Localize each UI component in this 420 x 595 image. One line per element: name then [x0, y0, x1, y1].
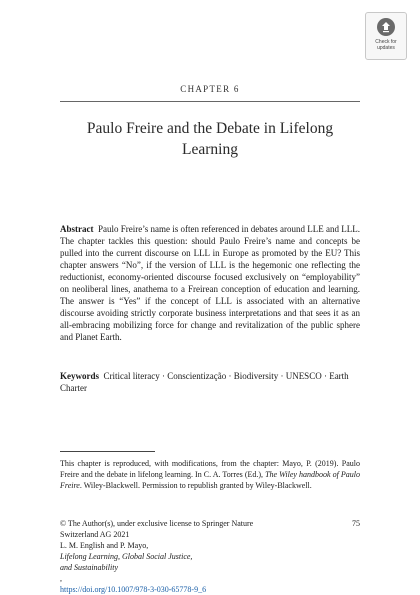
chapter-title-line1: Paulo Freire and the Debate in Lifelong — [86, 120, 334, 137]
citation-book-title-2: and Sustainability — [60, 563, 118, 572]
copyright-block — [60, 518, 330, 595]
abstract — [60, 223, 360, 343]
copyright-line2: Switzerland AG 2021 — [60, 530, 130, 539]
footnote-divider — [60, 451, 155, 452]
badge-line2: updates — [377, 45, 395, 51]
badge-line1: Check for — [375, 39, 397, 45]
citation-line2 — [60, 562, 330, 595]
citation-book-title-1: Lifelong Learning, Global Social Justice, — [60, 552, 193, 561]
keywords-text: Critical literacy · Conscientização · Biodiversity · UNESCO · Earth Charter — [60, 371, 349, 393]
abstract-text: Paulo Freire’s name is often referenced in debates around LLE and LLL. The chapter tackles this question: should Paulo Freire’s name and concepts be pulled into the current discourse on LLL in Europe as promoted by the EU? This chapter answers “No”, if the version of LLL is the hegemonic one reflecting the reductionist, economy-oriented discourse focused exclusively on “employability” on neoliberal lines, anathema to a Freirean conception of education and learning. The answer is “Yes” if the concept of LLL is associated with an alternative discourse avoiding strictly corporate business interpretations and that sees it as an all-embracing mobilizing force for change and revitalization of the public sphere and Planet Earth. — [60, 224, 360, 342]
citation-authors: L. M. English and P. Mayo, — [60, 541, 149, 550]
check-for-updates-icon — [377, 18, 395, 36]
chapter-title — [60, 118, 360, 160]
badge-text — [375, 39, 396, 51]
footnote-text-2: . Wiley-Blackwell. Permission to republish granted by Wiley-Blackwell. — [79, 481, 312, 490]
keywords-label: Keywords — [60, 371, 99, 381]
copyright-line1: © The Author(s), under exclusive license to Springer Nature — [60, 519, 254, 528]
page-number: 75 — [352, 519, 360, 528]
abstract-label: Abstract — [60, 224, 94, 234]
keywords — [60, 370, 360, 394]
title-divider — [60, 101, 360, 102]
footnote-text-1: This chapter is reproduced, with modifications, from the chapter: Mayo, P. (2019). Paulo Freire and the debate in lifelong learning. In C. A. Torres (Ed.), — [60, 459, 360, 479]
citation-separator: , — [60, 574, 62, 583]
footnote-book-title: The Wiley handbook of Paulo Freire — [60, 470, 360, 490]
citation-line1 — [60, 540, 330, 562]
check-for-updates-badge[interactable] — [365, 12, 407, 60]
chapter-title-line2: Learning — [182, 141, 238, 158]
chapter-label: CHAPTER 6 — [180, 84, 240, 94]
footnote — [60, 458, 360, 491]
doi-link[interactable]: https://doi.org/10.1007/978-3-030-65778-9_6 — [60, 585, 207, 594]
